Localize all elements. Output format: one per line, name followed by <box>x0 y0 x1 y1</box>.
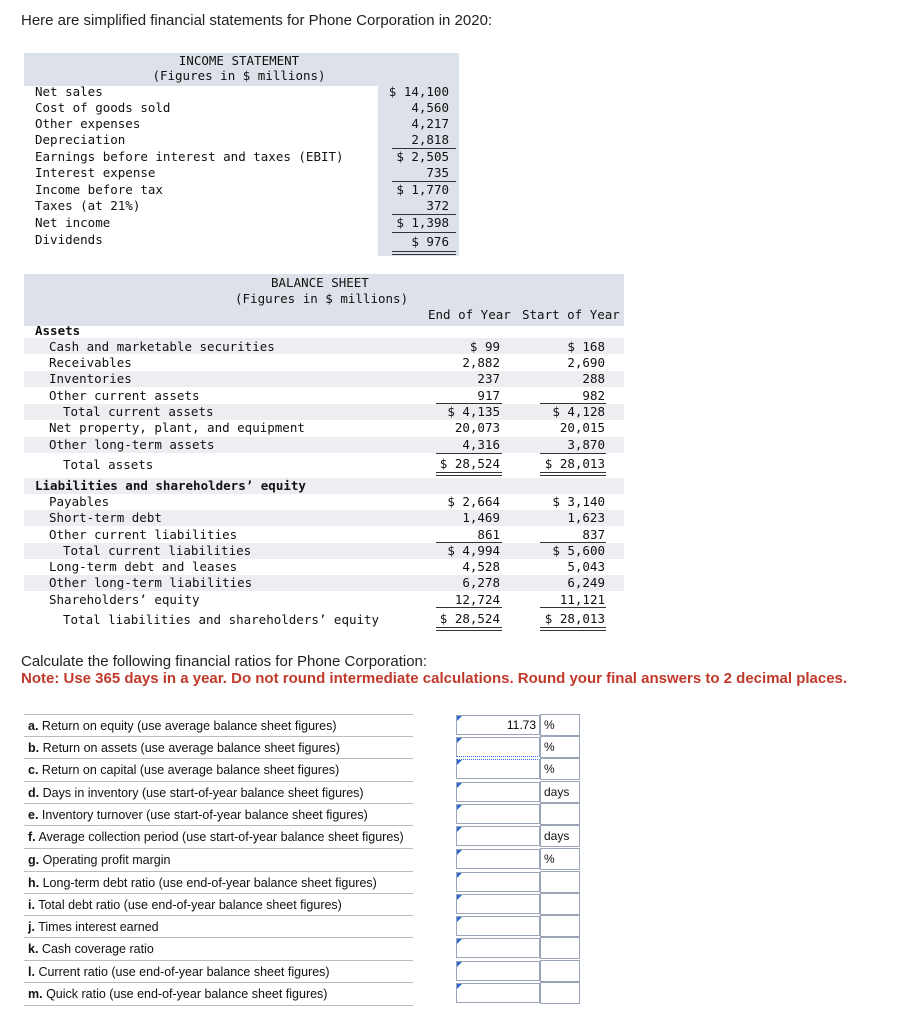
bs-rule <box>540 630 606 631</box>
bs-end-ppe: 20,073 <box>454 420 500 435</box>
bs-label-other-lt-assets: Other long-term assets <box>49 437 215 452</box>
bs-start-equity: 11,121 <box>559 592 605 607</box>
bs-label-other-current-assets: Other current assets <box>49 388 200 403</box>
bs-start-total-liab-equity: $ 28,013 <box>544 611 605 626</box>
bs-end-total-current-assets: $ 4,135 <box>447 404 500 419</box>
answer-input[interactable] <box>456 916 540 936</box>
unit-cell: days <box>540 781 580 803</box>
ratio-text: Average collection period (use start-of-year balance sheet figures) <box>38 830 404 844</box>
bs-start-payables: $ 3,140 <box>552 494 605 509</box>
ratio-letter: k. <box>28 942 39 956</box>
answer-input[interactable]: 11.73 <box>456 715 540 735</box>
bs-rule <box>540 607 606 608</box>
question-note: Note: Use 365 days in a year. Do not round intermediate calculations. Round your final answers to 2 decimal places. <box>21 670 848 687</box>
is-value-income-before-tax: $ 1,770 <box>396 182 449 197</box>
bs-end-short-term-debt: 1,469 <box>462 510 500 525</box>
is-label-cogs: Cost of goods sold <box>35 100 171 115</box>
is-label-depreciation: Depreciation <box>35 132 126 147</box>
ratio-text: Long-term debt ratio (use end-of-year balance sheet figures) <box>42 876 377 890</box>
bs-label-total-assets: Total assets <box>63 457 154 472</box>
ratio-text: Current ratio (use end-of-year balance sheet figures) <box>38 965 330 979</box>
unit-cell: % <box>540 714 580 736</box>
is-rule <box>392 254 456 255</box>
intro-text: Here are simplified financial statements for Phone Corporation in 2020: <box>21 12 493 29</box>
answer-input[interactable] <box>456 894 540 914</box>
answer-input[interactable] <box>456 804 540 824</box>
ratio-text: Times interest earned <box>38 920 159 934</box>
is-label-net-income: Net income <box>35 215 111 230</box>
ratio-row <box>24 982 413 1004</box>
unit-cell <box>540 982 580 1004</box>
ratio-text: Return on assets (use average balance sheet figures) <box>42 741 340 755</box>
ratio-row <box>24 736 413 758</box>
income-statement-title: INCOME STATEMENT <box>178 53 300 68</box>
is-label-income-before-tax: Income before tax <box>35 182 163 197</box>
is-rule <box>392 251 456 252</box>
ratio-letter: d. <box>28 786 40 800</box>
col-header-end-of-year: End of Year <box>428 307 511 322</box>
bs-rule <box>436 472 502 473</box>
bs-start-other-current-assets: 982 <box>582 388 605 403</box>
bs-end-receivables: 2,882 <box>462 355 500 370</box>
bs-end-total-current-liab: $ 4,994 <box>447 543 500 558</box>
income-statement-subtitle: (Figures in $ millions) <box>152 68 326 83</box>
bs-start-lt-debt: 5,043 <box>567 559 605 574</box>
bs-end-other-lt-assets: 4,316 <box>462 437 500 452</box>
ratio-row <box>24 848 413 870</box>
bs-label-total-liab-equity: Total liabilities and shareholders’ equity <box>63 612 380 627</box>
bs-end-other-current-assets: 917 <box>477 388 500 403</box>
ratio-letter: a. <box>28 719 39 733</box>
answer-input[interactable] <box>456 938 540 958</box>
answer-input[interactable] <box>456 983 540 1003</box>
ratio-row <box>24 758 413 780</box>
bs-end-total-assets: $ 28,524 <box>439 456 500 471</box>
bs-end-total-liab-equity: $ 28,524 <box>439 611 500 626</box>
bs-start-inventories: 288 <box>582 371 605 386</box>
is-value-depreciation: 2,818 <box>411 132 449 147</box>
bs-label-payables: Payables <box>49 494 110 509</box>
is-value-dividends: $ 976 <box>411 234 449 249</box>
bs-end-inventories: 237 <box>477 371 500 386</box>
bs-label-lt-debt: Long-term debt and leases <box>49 559 238 574</box>
bs-label-total-current-liab: Total current liabilities <box>63 543 252 558</box>
ratio-letter: j. <box>28 920 35 934</box>
ratio-row <box>24 803 413 825</box>
bs-start-other-lt-liab: 6,249 <box>567 575 605 590</box>
ratio-text: Total debt ratio (use end-of-year balance sheet figures) <box>38 898 342 912</box>
bs-rule <box>436 453 502 454</box>
unit-cell <box>540 893 580 915</box>
bs-end-lt-debt: 4,528 <box>462 559 500 574</box>
bs-label-receivables: Receivables <box>49 355 132 370</box>
is-value-net-sales: $ 14,100 <box>388 84 449 99</box>
ratio-row <box>24 871 413 893</box>
balance-sheet-subtitle: (Figures in $ millions) <box>235 291 409 306</box>
is-label-net-sales: Net sales <box>35 84 103 99</box>
bs-end-payables: $ 2,664 <box>447 494 500 509</box>
bs-label-short-term-debt: Short-term debt <box>49 510 162 525</box>
bs-start-ppe: 20,015 <box>559 420 605 435</box>
unit-cell: % <box>540 736 580 758</box>
bs-label-cash: Cash and marketable securities <box>49 339 275 354</box>
bs-start-short-term-debt: 1,623 <box>567 510 605 525</box>
ratio-text: Inventory turnover (use start-of-year balance sheet figures) <box>41 808 368 822</box>
answer-input[interactable] <box>456 737 540 757</box>
is-rule <box>392 232 456 233</box>
bs-start-total-current-assets: $ 4,128 <box>552 404 605 419</box>
bs-start-total-assets: $ 28,013 <box>544 456 605 471</box>
bs-rule <box>540 453 606 454</box>
ratio-letter: e. <box>28 808 39 822</box>
is-label-ebit: Earnings before interest and taxes (EBIT) <box>35 149 344 164</box>
is-label-interest: Interest expense <box>35 165 156 180</box>
question-intro: Calculate the following financial ratios for Phone Corporation: <box>21 653 428 670</box>
is-value-cogs: 4,560 <box>411 100 449 115</box>
ratio-text: Days in inventory (use start-of-year balance sheet figures) <box>42 786 364 800</box>
bs-rule <box>540 475 606 476</box>
answer-input[interactable] <box>456 849 540 869</box>
balance-sheet-title: BALANCE SHEET <box>271 275 369 290</box>
unit-cell <box>540 871 580 893</box>
ratio-row <box>24 714 413 736</box>
ratio-row <box>24 937 413 959</box>
ratio-text: Return on equity (use average balance sheet figures) <box>41 719 337 733</box>
answer-input[interactable] <box>456 782 540 802</box>
bs-rule <box>540 627 606 628</box>
bs-rule <box>540 472 606 473</box>
bs-label-inventories: Inventories <box>49 371 132 386</box>
ratio-letter: c. <box>28 763 39 777</box>
bs-end-equity: 12,724 <box>454 592 500 607</box>
col-header-start-of-year: Start of Year <box>522 307 620 322</box>
bs-label-ppe: Net property, plant, and equipment <box>49 420 305 435</box>
unit-cell: % <box>540 848 580 870</box>
ratio-row <box>24 960 413 982</box>
answer-input[interactable] <box>456 872 540 892</box>
ratio-row <box>24 825 413 847</box>
answer-input[interactable] <box>456 759 540 779</box>
unit-cell: days <box>540 825 580 847</box>
ratio-text: Cash coverage ratio <box>41 942 154 956</box>
ratio-row <box>24 915 413 937</box>
ratio-letter: h. <box>28 876 40 890</box>
is-label-dividends: Dividends <box>35 232 103 247</box>
ratio-text: Return on capital (use average balance sheet figures) <box>41 763 340 777</box>
bs-end-other-current-liab: 861 <box>477 527 500 542</box>
bs-label-other-current-liab: Other current liabilities <box>49 527 238 542</box>
ratio-text: Quick ratio (use end-of-year balance sheet figures) <box>46 987 328 1001</box>
liabilities-header: Liabilities and shareholders’ equity <box>35 478 306 493</box>
unit-cell: % <box>540 758 580 780</box>
ratio-text: Operating profit margin <box>42 853 171 867</box>
assets-header: Assets <box>35 323 81 338</box>
is-value-taxes: 372 <box>426 198 449 213</box>
ratio-row <box>24 893 413 915</box>
bs-rule <box>436 475 502 476</box>
answer-input[interactable] <box>456 826 540 846</box>
bs-label-total-current-assets: Total current assets <box>63 404 214 419</box>
is-label-other-expenses: Other expenses <box>35 116 141 131</box>
bs-label-equity: Shareholders’ equity <box>49 592 200 607</box>
bs-label-other-lt-liab: Other long-term liabilities <box>49 575 253 590</box>
is-label-taxes: Taxes (at 21%) <box>35 198 141 213</box>
answer-input[interactable] <box>456 961 540 981</box>
ratio-letter: m. <box>28 987 43 1001</box>
ratio-letter: b. <box>28 741 40 755</box>
unit-cell <box>540 803 580 825</box>
bs-rule <box>436 607 502 608</box>
bs-start-other-lt-assets: 3,870 <box>567 437 605 452</box>
ratio-letter: f. <box>28 830 36 844</box>
ratio-letter: i. <box>28 898 35 912</box>
is-value-net-income: $ 1,398 <box>396 215 449 230</box>
bs-rule <box>436 627 502 628</box>
bs-start-total-current-liab: $ 5,600 <box>552 543 605 558</box>
unit-cell <box>540 915 580 937</box>
bs-start-cash: $ 168 <box>567 339 605 354</box>
unit-cell <box>540 937 580 959</box>
is-value-interest: 735 <box>426 165 449 180</box>
bs-end-cash: $ 99 <box>469 339 500 354</box>
bs-end-other-lt-liab: 6,278 <box>462 575 500 590</box>
ratio-letter: l. <box>28 965 35 979</box>
bs-rule <box>436 630 502 631</box>
is-value-ebit: $ 2,505 <box>396 149 449 164</box>
bs-start-receivables: 2,690 <box>567 355 605 370</box>
bs-start-other-current-liab: 837 <box>582 527 605 542</box>
ratio-row <box>24 781 413 803</box>
ratio-letter: g. <box>28 853 40 867</box>
unit-cell <box>540 960 580 982</box>
is-value-other-expenses: 4,217 <box>411 116 449 131</box>
